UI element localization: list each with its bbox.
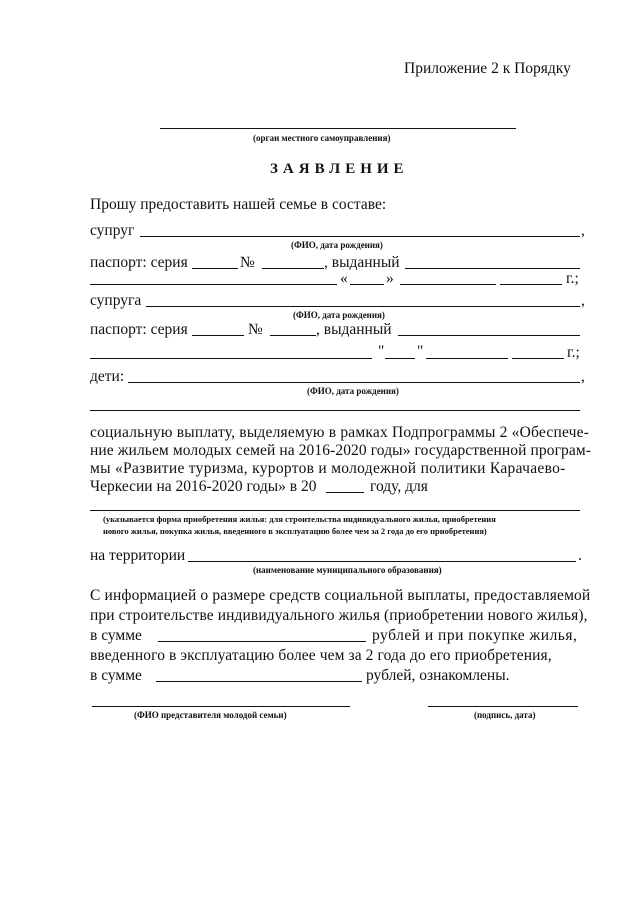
sum-field-1[interactable] <box>158 641 366 642</box>
wife-issue-day-field[interactable] <box>385 358 415 359</box>
year-suffix: г.; <box>567 344 580 361</box>
wife-passport-series-field[interactable] <box>192 335 244 336</box>
info-line-2: при строительстве индивидуального жилья (приобретении нового жилья), <box>90 607 588 624</box>
husband-caption: (ФИО, дата рождения) <box>291 240 383 250</box>
comma: , <box>581 222 585 239</box>
husband-issued-by-field-2[interactable] <box>90 284 337 285</box>
wife-label: супруга <box>90 292 142 309</box>
quote-open: " <box>378 343 385 360</box>
authority-caption: (орган местного самоуправления) <box>253 133 391 143</box>
signature-caption: (подпись, дата) <box>474 710 536 720</box>
territory-caption: (наименование муниципального образования) <box>253 565 442 575</box>
children-field-2[interactable] <box>90 410 580 411</box>
children-label: дети: <box>90 368 125 385</box>
representative-name-field[interactable] <box>92 706 350 707</box>
husband-passport-label: паспорт: серия <box>90 254 188 271</box>
info-line-3a: в сумме <box>90 627 142 644</box>
husband-passport-series-field[interactable] <box>192 268 238 269</box>
info-line-1: С информацией о размере средств социальной выплаты, предоставляемой <box>90 587 591 604</box>
husband-issue-month-field[interactable] <box>400 284 496 285</box>
wife-issued-by-field[interactable] <box>398 335 580 336</box>
info-line-4: введенного в эксплуатацию более чем за 2 года до его приобретения, <box>90 647 552 664</box>
body-line-2: ние жильем молодых семей на 2016-2020 годы» государственной програм- <box>90 442 592 459</box>
intro-text: Прошу предоставить нашей семье в составе: <box>90 196 387 213</box>
wife-name-field[interactable] <box>146 306 580 307</box>
quote-open: « <box>340 270 348 287</box>
body-line-4a: Черкесии на 2016-2020 годы» в 20 <box>90 478 317 495</box>
purpose-field[interactable] <box>90 510 580 511</box>
quote-close: » <box>386 270 394 287</box>
children-caption: (ФИО, дата рождения) <box>307 386 399 396</box>
year-field[interactable] <box>326 492 364 493</box>
husband-name-field[interactable] <box>140 236 580 237</box>
number-sign: № <box>240 254 255 271</box>
info-line-3b: рублей и при покупке жилья, <box>372 627 578 644</box>
husband-label: супруг <box>90 222 135 239</box>
husband-issued-by-field[interactable] <box>405 268 580 269</box>
territory-field[interactable] <box>188 561 576 562</box>
husband-passport-number-field[interactable] <box>262 268 324 269</box>
husband-issue-year-field[interactable] <box>500 284 562 285</box>
purpose-caption-2: нового жилья, покупка жилья, введенного в эксплуатацию более чем за 2 года до его приобретения) <box>103 526 487 536</box>
wife-caption: (ФИО, дата рождения) <box>293 310 385 320</box>
territory-label: на территории <box>90 547 186 564</box>
info-line-5a: в сумме <box>90 667 142 684</box>
body-line-1: социальную выплату, выделяемую в рамках Подпрограммы 2 «Обеспече- <box>90 424 590 441</box>
signature-field[interactable] <box>428 706 578 707</box>
wife-issued-by-field-2[interactable] <box>90 358 372 359</box>
info-line-5b: рублей, ознакомлены. <box>366 667 510 684</box>
wife-issue-month-field[interactable] <box>426 358 508 359</box>
authority-line[interactable] <box>160 128 516 129</box>
territory-end: . <box>578 547 582 564</box>
representative-caption: (ФИО представителя молодой семьи) <box>134 710 287 720</box>
number-sign: № <box>248 321 263 338</box>
wife-passport-number-field[interactable] <box>270 335 316 336</box>
wife-issue-year-field[interactable] <box>512 358 564 359</box>
comma: , <box>581 368 585 385</box>
children-field[interactable] <box>128 382 580 383</box>
document-title: ЗАЯВЛЕНИЕ <box>270 161 409 177</box>
body-line-3: мы «Развитие туризма, курортов и молодежной политики Карачаево- <box>90 460 566 477</box>
year-suffix: г.; <box>566 270 579 287</box>
wife-passport-label: паспорт: серия <box>90 321 188 338</box>
issued-label: , выданный <box>324 254 400 271</box>
purpose-caption-1: (указывается форма приобретения жилья: для строительства индивидуального жилья, приобретения <box>103 514 496 524</box>
sum-field-2[interactable] <box>156 681 362 682</box>
issued-label: , выданный <box>316 321 392 338</box>
comma: , <box>581 292 585 309</box>
quote-close: " <box>417 343 424 360</box>
husband-issue-day-field[interactable] <box>350 284 384 285</box>
body-line-4b: году, для <box>370 478 428 495</box>
appendix-label: Приложение 2 к Порядку <box>404 60 571 77</box>
